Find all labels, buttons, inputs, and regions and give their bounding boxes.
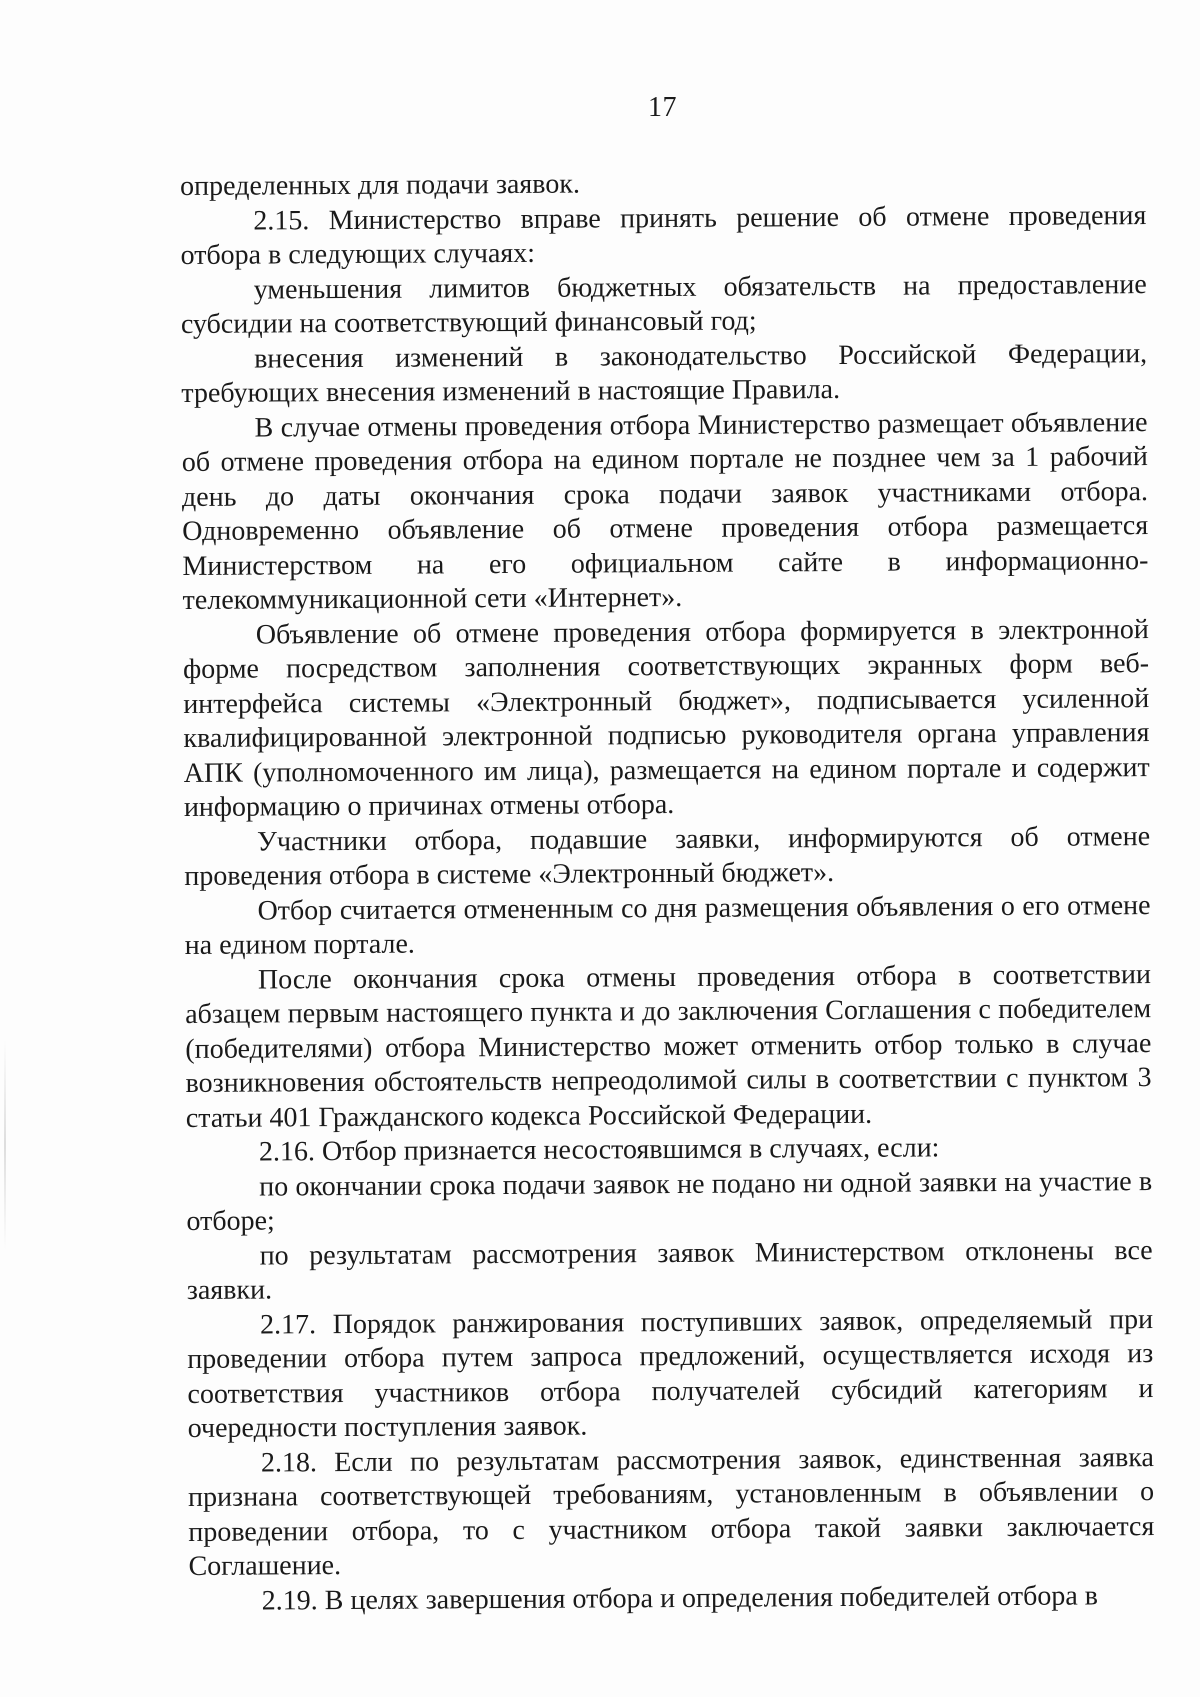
paragraph-all-rejected: по результатам рассмотрения заявок Министерством отклонены все заявки. bbox=[186, 1234, 1153, 1306]
paragraph-participants-informed: Участники отбора, подавшие заявки, информируются об отмене проведения отбора в системе «Электронный бюджет». bbox=[184, 820, 1151, 892]
paragraph-2-15: 2.15. Министерство вправе принять решение об отмене проведения отбора в следующих случаях: bbox=[180, 199, 1147, 271]
paragraph-no-applications: по окончании срока подачи заявок не подано ни одной заявки на участие в отборе; bbox=[186, 1165, 1153, 1237]
paragraph-continuation: определенных для подачи заявок. bbox=[180, 168, 580, 202]
paragraph-notice-format: Объявление об отмене проведения отбора формируется в электронной форме посредством заполнения соответствующих экранных форм веб-интерфейса системы «Электронный бюджет», подписывается усиленной квалифицированной электронной подписью руководителя органа управления АПК (уполномоченного им лица), размещается на едином портале и содержит информацию о причинах отмены отбора. bbox=[182, 613, 1150, 823]
scan-edge-shadow bbox=[4, 1040, 6, 1250]
paragraph-law-changes: внесения изменений в законодательство Российской Федерации, требующих внесения изменений в настоящие Правила. bbox=[181, 337, 1148, 409]
paragraph-2-17: 2.17. Порядок ранжирования поступивших заявок, определяемый при проведении отбора путем запроса предложений, осуществляется исходя из соответствия участников отбора получателей субсидий категориям и очередности поступления заявок. bbox=[187, 1303, 1154, 1444]
paragraph-cancellation-date: Отбор считается отмененным со дня размещения объявления о его отмене на едином портале. bbox=[184, 889, 1151, 961]
paragraph-2-16: 2.16. Отбор признается несостоявшимся в случаях, если: bbox=[258, 1132, 940, 1168]
paragraph-limits-reduction: уменьшения лимитов бюджетных обязательств на предоставление субсидии на соответствующий финансовый год; bbox=[180, 268, 1147, 340]
paragraph-force-majeure: После окончания срока отмены проведения отбора в соответствии абзацем первым настоящего пункта и до заключения Соглашения с победителем (победителями) отбора Министерство может отменить отбор только в случае возникновения обстоятельств непреодолимой силы в соответствии с пунктом 3 статьи 401 Гражданского кодекса Российской Федерации. bbox=[185, 958, 1152, 1134]
paragraph-2-19: 2.19. В целях завершения отбора и определения победителей отбора в bbox=[261, 1579, 1099, 1617]
page-number: 17 bbox=[648, 92, 677, 123]
paragraph-2-18: 2.18. Если по результатам рассмотрения заявок, единственная заявка признана соответствующей требованиям, установленным в объявлении о проведении отбора, то с участником отбора такой заявки заключается Соглашение. bbox=[188, 1441, 1155, 1582]
paragraph-cancellation-notice: В случае отмены проведения отбора Министерство размещает объявление об отмене проведения отбора на едином портале не позднее чем за 1 рабочий день до даты окончания срока подачи заявок участниками отбора. Одновременно объявление об отмене проведения отбора размещается Министерством на его официальном сайте в информационно-телекоммуникационной сети «Интернет». bbox=[181, 406, 1149, 616]
document-body bbox=[180, 164, 1155, 1619]
